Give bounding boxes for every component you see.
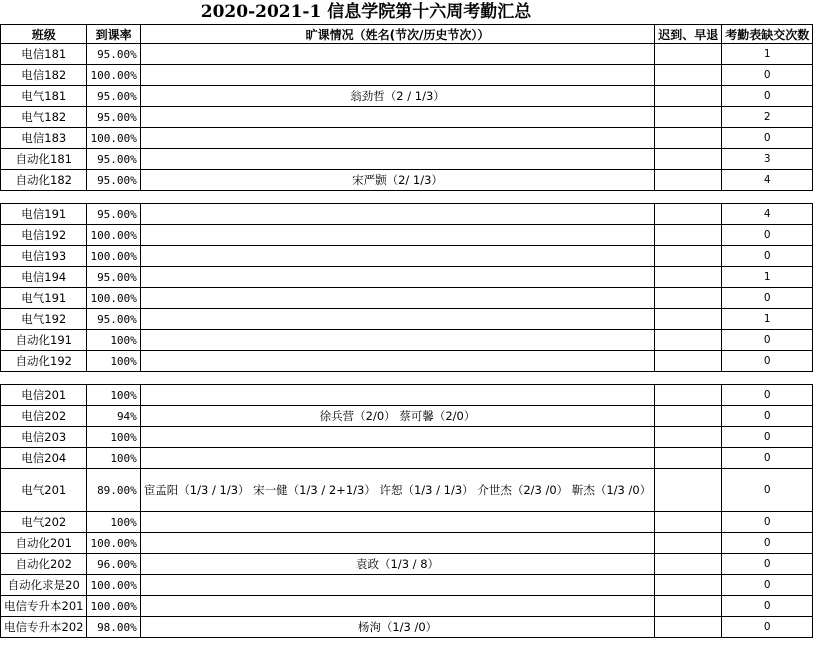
table-row bbox=[1, 351, 813, 372]
cell-class[interactable]: 自动化201 bbox=[1, 533, 87, 554]
cell-class[interactable]: 电信181 bbox=[1, 44, 87, 65]
cell-class[interactable]: 电气182 bbox=[1, 107, 87, 128]
cell-late[interactable] bbox=[655, 107, 722, 128]
cell-class[interactable]: 电信专升本201 bbox=[1, 596, 87, 617]
cell-class[interactable]: 自动化192 bbox=[1, 351, 87, 372]
cell-absent[interactable] bbox=[140, 128, 654, 149]
cell-rate[interactable]: 100% bbox=[87, 330, 140, 351]
cell-class[interactable]: 电信203 bbox=[1, 427, 87, 448]
table-row bbox=[1, 65, 813, 86]
cell-count[interactable]: 0 bbox=[722, 533, 813, 554]
cell-rate[interactable]: 100.00% bbox=[87, 246, 140, 267]
table-row bbox=[1, 406, 813, 427]
separator-cell bbox=[87, 191, 140, 204]
cell-count[interactable]: 4 bbox=[722, 204, 813, 225]
cell-rate[interactable]: 100.00% bbox=[87, 65, 140, 86]
group-separator bbox=[1, 372, 813, 385]
cell-absent[interactable] bbox=[140, 330, 654, 351]
cell-late[interactable] bbox=[655, 554, 722, 575]
cell-rate[interactable]: 96.00% bbox=[87, 554, 140, 575]
cell-absent[interactable] bbox=[140, 149, 654, 170]
cell-rate[interactable]: 100.00% bbox=[87, 575, 140, 596]
cell-rate[interactable]: 100.00% bbox=[87, 533, 140, 554]
cell-count[interactable]: 1 bbox=[722, 309, 813, 330]
cell-count[interactable]: 0 bbox=[722, 385, 813, 406]
cell-count[interactable]: 0 bbox=[722, 225, 813, 246]
cell-rate[interactable]: 100.00% bbox=[87, 225, 140, 246]
cell-class[interactable]: 电气202 bbox=[1, 512, 87, 533]
cell-rate[interactable]: 98.00% bbox=[87, 617, 140, 638]
cell-count[interactable]: 0 bbox=[722, 65, 813, 86]
cell-absent[interactable] bbox=[140, 246, 654, 267]
separator-cell bbox=[655, 191, 722, 204]
table-row bbox=[1, 44, 813, 65]
cell-absent[interactable] bbox=[140, 575, 654, 596]
cell-late[interactable] bbox=[655, 309, 722, 330]
table-row bbox=[1, 246, 813, 267]
table-row bbox=[1, 512, 813, 533]
cell-class[interactable]: 电信192 bbox=[1, 225, 87, 246]
table-row bbox=[1, 267, 813, 288]
cell-late[interactable] bbox=[655, 406, 722, 427]
header-late[interactable]: 迟到、早退 bbox=[655, 25, 722, 44]
separator-cell bbox=[140, 191, 654, 204]
table-row bbox=[1, 309, 813, 330]
cell-late[interactable] bbox=[655, 596, 722, 617]
cell-absent[interactable] bbox=[140, 288, 654, 309]
cell-rate[interactable]: 95.00% bbox=[87, 44, 140, 65]
cell-absent[interactable]: 宋严颢（2/ 1/3） bbox=[140, 170, 654, 191]
table-row bbox=[1, 225, 813, 246]
cell-class[interactable]: 电信193 bbox=[1, 246, 87, 267]
table-row bbox=[1, 575, 813, 596]
header-row bbox=[1, 25, 813, 44]
cell-rate[interactable]: 100% bbox=[87, 385, 140, 406]
cell-count[interactable]: 0 bbox=[722, 575, 813, 596]
cell-count[interactable]: 1 bbox=[722, 267, 813, 288]
cell-absent[interactable] bbox=[140, 596, 654, 617]
cell-rate[interactable]: 95.00% bbox=[87, 107, 140, 128]
cell-count[interactable]: 2 bbox=[722, 107, 813, 128]
cell-late[interactable] bbox=[655, 128, 722, 149]
table-row bbox=[1, 533, 813, 554]
cell-class[interactable]: 电信204 bbox=[1, 448, 87, 469]
cell-absent[interactable] bbox=[140, 107, 654, 128]
cell-count[interactable]: 0 bbox=[722, 469, 813, 512]
cell-rate[interactable]: 100% bbox=[87, 351, 140, 372]
table-row bbox=[1, 469, 813, 512]
cell-class[interactable]: 电信182 bbox=[1, 65, 87, 86]
table-row bbox=[1, 170, 813, 191]
cell-class[interactable]: 电信201 bbox=[1, 385, 87, 406]
separator-cell bbox=[87, 372, 140, 385]
cell-rate[interactable]: 95.00% bbox=[87, 267, 140, 288]
cell-absent[interactable] bbox=[140, 512, 654, 533]
cell-count[interactable]: 3 bbox=[722, 149, 813, 170]
separator-cell bbox=[140, 372, 654, 385]
cell-late[interactable] bbox=[655, 246, 722, 267]
cell-class[interactable]: 自动化求是20 bbox=[1, 575, 87, 596]
cell-count[interactable]: 0 bbox=[722, 406, 813, 427]
table-row bbox=[1, 596, 813, 617]
table-row bbox=[1, 330, 813, 351]
cell-class[interactable]: 电信183 bbox=[1, 128, 87, 149]
separator-cell bbox=[1, 372, 87, 385]
cell-count[interactable]: 0 bbox=[722, 427, 813, 448]
cell-class[interactable]: 自动化202 bbox=[1, 554, 87, 575]
cell-count[interactable]: 0 bbox=[722, 288, 813, 309]
table-row bbox=[1, 149, 813, 170]
cell-late[interactable] bbox=[655, 427, 722, 448]
cell-absent[interactable] bbox=[140, 448, 654, 469]
table-row bbox=[1, 448, 813, 469]
cell-late[interactable] bbox=[655, 170, 722, 191]
cell-class[interactable]: 自动化191 bbox=[1, 330, 87, 351]
cell-late[interactable] bbox=[655, 448, 722, 469]
cell-late[interactable] bbox=[655, 575, 722, 596]
table-row bbox=[1, 554, 813, 575]
cell-class[interactable]: 电气192 bbox=[1, 309, 87, 330]
cell-late[interactable] bbox=[655, 267, 722, 288]
table-row bbox=[1, 427, 813, 448]
cell-rate[interactable]: 95.00% bbox=[87, 204, 140, 225]
cell-count[interactable]: 0 bbox=[722, 351, 813, 372]
cell-count[interactable]: 0 bbox=[722, 512, 813, 533]
cell-late[interactable] bbox=[655, 385, 722, 406]
cell-absent[interactable] bbox=[140, 309, 654, 330]
cell-rate[interactable]: 95.00% bbox=[87, 170, 140, 191]
cell-absent[interactable] bbox=[140, 65, 654, 86]
cell-count[interactable]: 0 bbox=[722, 554, 813, 575]
cell-rate[interactable]: 95.00% bbox=[87, 149, 140, 170]
cell-class[interactable]: 电信202 bbox=[1, 406, 87, 427]
cell-late[interactable] bbox=[655, 204, 722, 225]
cell-rate[interactable]: 100.00% bbox=[87, 288, 140, 309]
cell-count[interactable]: 1 bbox=[722, 44, 813, 65]
cell-late[interactable] bbox=[655, 617, 722, 638]
cell-class[interactable]: 电信专升本202 bbox=[1, 617, 87, 638]
cell-late[interactable] bbox=[655, 65, 722, 86]
cell-count[interactable]: 0 bbox=[722, 617, 813, 638]
cell-late[interactable] bbox=[655, 512, 722, 533]
table-row bbox=[1, 204, 813, 225]
cell-late[interactable] bbox=[655, 330, 722, 351]
cell-absent[interactable]: 宦孟阳（1/3 / 1/3） 宋一健（1/3 / 2+1/3） 许恕（1/3 / 1/3） 介世杰（2/3 /0） 靳杰（1/3 /0） bbox=[140, 469, 654, 512]
cell-rate[interactable]: 100% bbox=[87, 448, 140, 469]
table-row bbox=[1, 288, 813, 309]
attendance-table bbox=[0, 24, 813, 638]
cell-rate[interactable]: 95.00% bbox=[87, 86, 140, 107]
separator-cell bbox=[655, 372, 722, 385]
cell-count[interactable]: 0 bbox=[722, 86, 813, 107]
cell-rate[interactable]: 100% bbox=[87, 427, 140, 448]
cell-absent[interactable]: 翁劲哲（2 / 1/3） bbox=[140, 86, 654, 107]
cell-absent[interactable] bbox=[140, 533, 654, 554]
cell-rate[interactable]: 89.00% bbox=[87, 469, 140, 512]
cell-count[interactable]: 0 bbox=[722, 246, 813, 267]
cell-class[interactable]: 电信191 bbox=[1, 204, 87, 225]
cell-absent[interactable] bbox=[140, 225, 654, 246]
cell-absent[interactable] bbox=[140, 351, 654, 372]
table-row bbox=[1, 86, 813, 107]
cell-late[interactable] bbox=[655, 351, 722, 372]
cell-absent[interactable]: 徐兵营（2/0） 蔡可馨（2/0） bbox=[140, 406, 654, 427]
cell-count[interactable]: 0 bbox=[722, 330, 813, 351]
cell-count[interactable]: 0 bbox=[722, 448, 813, 469]
cell-class[interactable]: 电气191 bbox=[1, 288, 87, 309]
cell-count[interactable]: 0 bbox=[722, 128, 813, 149]
cell-late[interactable] bbox=[655, 44, 722, 65]
cell-class[interactable]: 自动化182 bbox=[1, 170, 87, 191]
cell-rate[interactable]: 94% bbox=[87, 406, 140, 427]
cell-absent[interactable] bbox=[140, 385, 654, 406]
cell-late[interactable] bbox=[655, 288, 722, 309]
cell-class[interactable]: 电信194 bbox=[1, 267, 87, 288]
cell-rate[interactable]: 95.00% bbox=[87, 309, 140, 330]
cell-rate[interactable]: 100% bbox=[87, 512, 140, 533]
cell-absent[interactable] bbox=[140, 204, 654, 225]
cell-absent[interactable]: 袁政（1/3 / 8） bbox=[140, 554, 654, 575]
cell-late[interactable] bbox=[655, 469, 722, 512]
cell-rate[interactable]: 100.00% bbox=[87, 596, 140, 617]
table-row bbox=[1, 107, 813, 128]
cell-absent[interactable]: 杨洵（1/3 /0） bbox=[140, 617, 654, 638]
cell-absent[interactable] bbox=[140, 427, 654, 448]
separator-cell bbox=[722, 372, 813, 385]
separator-cell bbox=[722, 191, 813, 204]
cell-absent[interactable] bbox=[140, 44, 654, 65]
cell-count[interactable]: 4 bbox=[722, 170, 813, 191]
separator-cell bbox=[1, 191, 87, 204]
table-row bbox=[1, 128, 813, 149]
header-count[interactable]: 考勤表缺交次数 bbox=[722, 25, 813, 44]
cell-late[interactable] bbox=[655, 225, 722, 246]
table-row bbox=[1, 617, 813, 638]
header-class[interactable]: 班级 bbox=[1, 25, 87, 44]
cell-class[interactable]: 电气181 bbox=[1, 86, 87, 107]
cell-late[interactable] bbox=[655, 533, 722, 554]
cell-rate[interactable]: 100.00% bbox=[87, 128, 140, 149]
cell-class[interactable]: 自动化181 bbox=[1, 149, 87, 170]
group-separator bbox=[1, 191, 813, 204]
cell-late[interactable] bbox=[655, 86, 722, 107]
header-rate[interactable]: 到课率 bbox=[87, 25, 140, 44]
cell-absent[interactable] bbox=[140, 267, 654, 288]
cell-count[interactable]: 0 bbox=[722, 596, 813, 617]
table-row bbox=[1, 385, 813, 406]
sheet-title: 2020-2021-1 信息学院第十六周考勤汇总 bbox=[200, 2, 532, 22]
cell-class[interactable]: 电气201 bbox=[1, 469, 87, 512]
cell-late[interactable] bbox=[655, 149, 722, 170]
header-absent[interactable]: 旷课情况（姓名(节次/历史节次）） bbox=[140, 25, 654, 44]
